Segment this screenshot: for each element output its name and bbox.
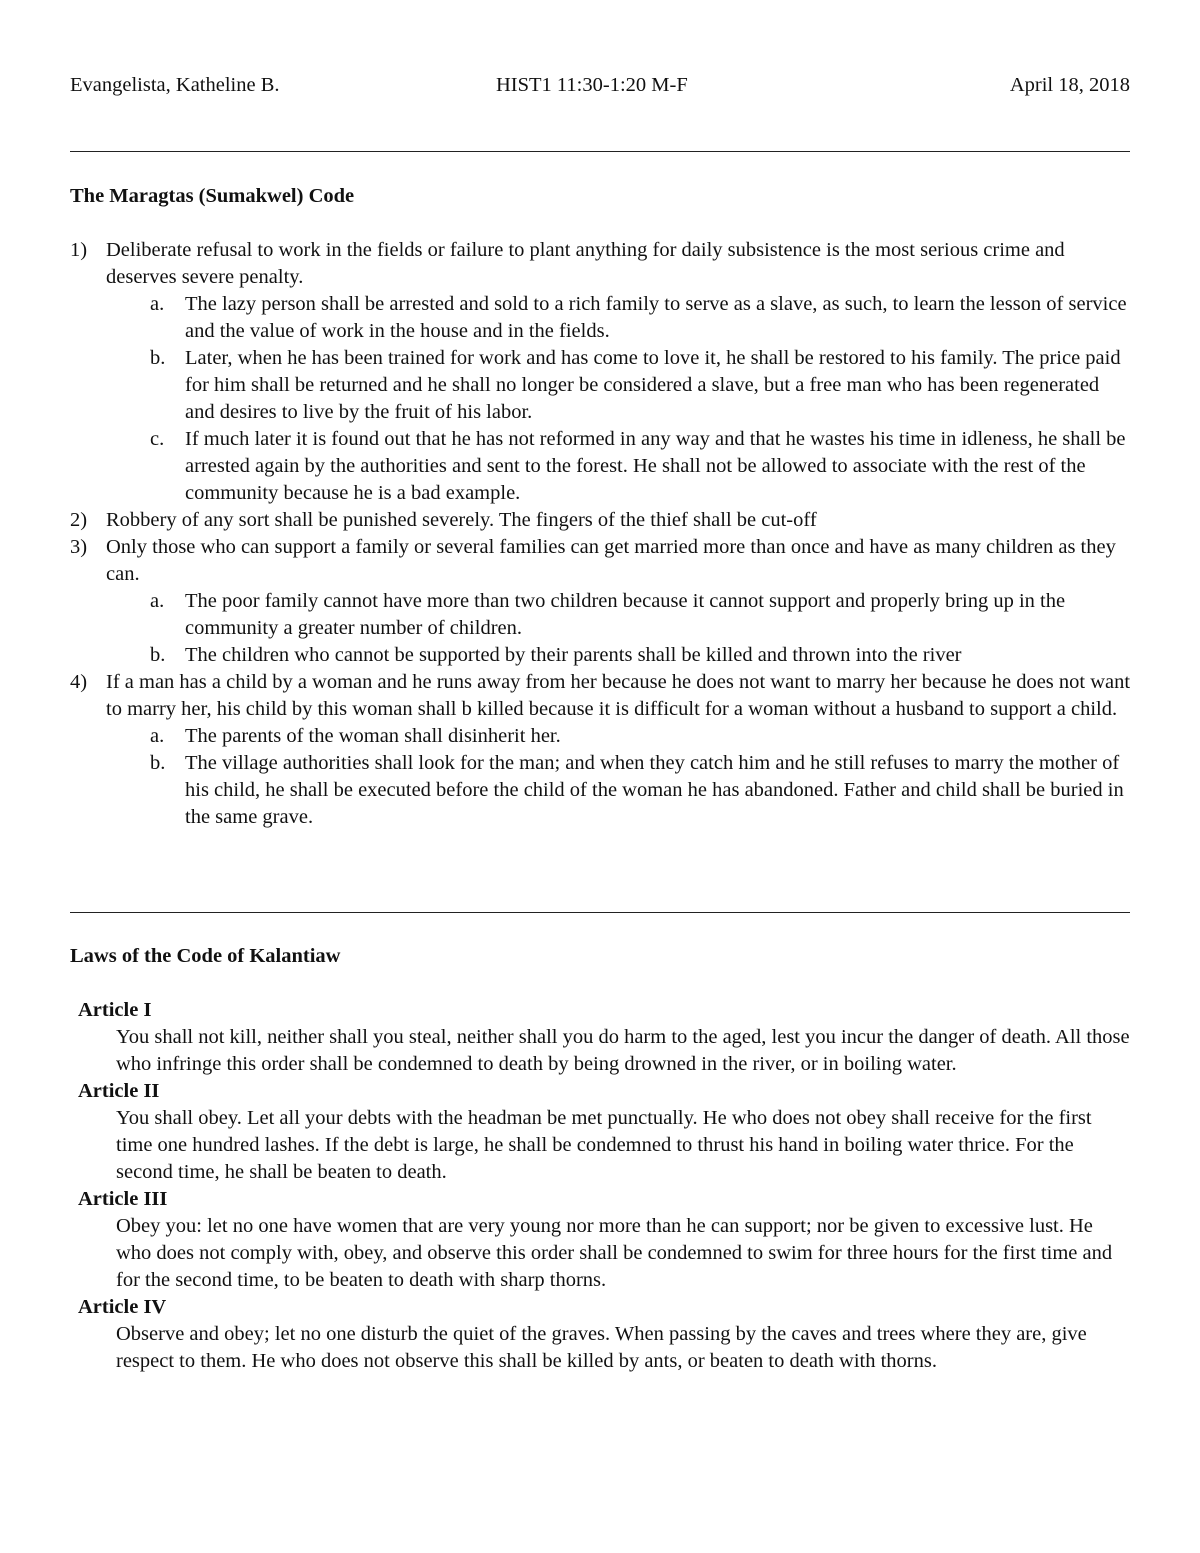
page-header bbox=[70, 72, 1130, 102]
section-divider bbox=[70, 912, 1130, 913]
sub-item bbox=[70, 723, 1132, 750]
sub-item-text: The lazy person shall be arrested and sold to a rich family to serve as a slave, as such, to learn the lesson of service and the value of work in the house and in the fields. bbox=[185, 293, 1127, 342]
sub-item-text: The children who cannot be supported by their parents shall be killed and thrown into the river bbox=[185, 644, 962, 666]
item-number: 3) bbox=[70, 536, 88, 558]
article-title: Article II bbox=[78, 1080, 160, 1102]
sub-item-letter: a. bbox=[150, 590, 165, 612]
sub-item-letter: b. bbox=[150, 644, 166, 666]
article-text: You shall obey. Let all your debts with the headman be met punctually. He who does not obey shall receive for the first time one hundred lashes. If the debt is large, he shall be condemned to thrust his hand in boiling water thrice. For the second time, he shall be beaten to death. bbox=[116, 1107, 1092, 1183]
list-item bbox=[70, 669, 1132, 723]
sub-item-letter: b. bbox=[150, 347, 166, 369]
sub-item-text: Later, when he has been trained for work and has come to love it, he shall be restored to his family. The price paid for him shall be returned and he shall no longer be considered a slave, but a free man who has been regenerated and desires to live by the fruit of his labor. bbox=[185, 347, 1121, 423]
item-number: 1) bbox=[70, 239, 88, 261]
sub-item bbox=[70, 750, 1132, 831]
article-text: Obey you: let no one have women that are very young nor more than he can support; nor be given to excessive lust. He who does not comply with, obey, and observe this order shall be condemned to swim for three hours for the first time and for the second time, to be beaten to death with sharp thorns. bbox=[116, 1215, 1113, 1291]
sub-item bbox=[70, 345, 1132, 426]
sub-item-text: The village authorities shall look for the man; and when they catch him and he still refuses to marry the mother of his child, he shall be executed before the child of the woman he has abandoned. Father and child shall be buried in the same grave. bbox=[185, 752, 1124, 828]
document-date: April 18, 2018 bbox=[1009, 74, 1130, 96]
item-text: Deliberate refusal to work in the fields or failure to plant anything for daily subsistence is the most serious crime and deserves severe penalty. bbox=[106, 239, 1065, 288]
list-item bbox=[70, 237, 1132, 291]
item-text: If a man has a child by a woman and he runs away from her because he does not want to marry her because he does not want to marry her, his child by this woman shall b killed because it is difficult for a woman without a husband to support a child. bbox=[106, 671, 1131, 720]
sub-item-text: The poor family cannot have more than two children because it cannot support and properly bring up in the community a greater number of children. bbox=[185, 590, 1066, 639]
student-name: Evangelista, Katheline B. bbox=[70, 74, 280, 96]
sub-item bbox=[70, 426, 1132, 507]
list-item bbox=[70, 507, 1132, 534]
item-text: Only those who can support a family or several families can get married more than once and have as many children as they can. bbox=[106, 536, 1116, 585]
article-title: Article III bbox=[78, 1188, 168, 1210]
sub-item-letter: a. bbox=[150, 293, 165, 315]
sub-item-text: If much later it is found out that he has not reformed in any way and that he wastes his time in idleness, he shall be arrested again by the authorities and sent to the forest. He shall not be allowed to associate with the rest of the community because he is a bad example. bbox=[185, 428, 1126, 504]
section-divider bbox=[70, 151, 1130, 152]
sub-item-text: The parents of the woman shall disinherit her. bbox=[185, 725, 561, 747]
maragtas-title: The Maragtas (Sumakwel) Code bbox=[70, 185, 355, 207]
article-title: Article I bbox=[78, 999, 152, 1021]
sub-item bbox=[70, 588, 1132, 642]
item-text: Robbery of any sort shall be punished severely. The fingers of the thief shall be cut-off bbox=[106, 509, 817, 531]
sub-item bbox=[70, 642, 1132, 669]
item-number: 2) bbox=[70, 509, 88, 531]
kalantiaw-title: Laws of the Code of Kalantiaw bbox=[70, 945, 341, 967]
sub-item-letter: a. bbox=[150, 725, 165, 747]
kalantiaw-section bbox=[70, 943, 1132, 1375]
article-text: Observe and obey; let no one disturb the quiet of the graves. When passing by the caves and trees where they are, give respect to them. He who does not observe this shall be killed by ants, or beaten to death with thorns. bbox=[116, 1323, 1087, 1372]
list-item bbox=[70, 534, 1132, 588]
article-title: Article IV bbox=[78, 1296, 167, 1318]
item-number: 4) bbox=[70, 671, 88, 693]
article-text: You shall not kill, neither shall you steal, neither shall you do harm to the aged, lest you incur the danger of death. All those who infringe this order shall be condemned to death by being drowned in the river, or in boiling water. bbox=[116, 1026, 1130, 1075]
sub-item-letter: b. bbox=[150, 752, 166, 774]
course-info: HIST1 11:30-1:20 M-F bbox=[496, 74, 688, 96]
sub-item-letter: c. bbox=[150, 428, 165, 450]
maragtas-section bbox=[70, 183, 1132, 831]
sub-item bbox=[70, 291, 1132, 345]
